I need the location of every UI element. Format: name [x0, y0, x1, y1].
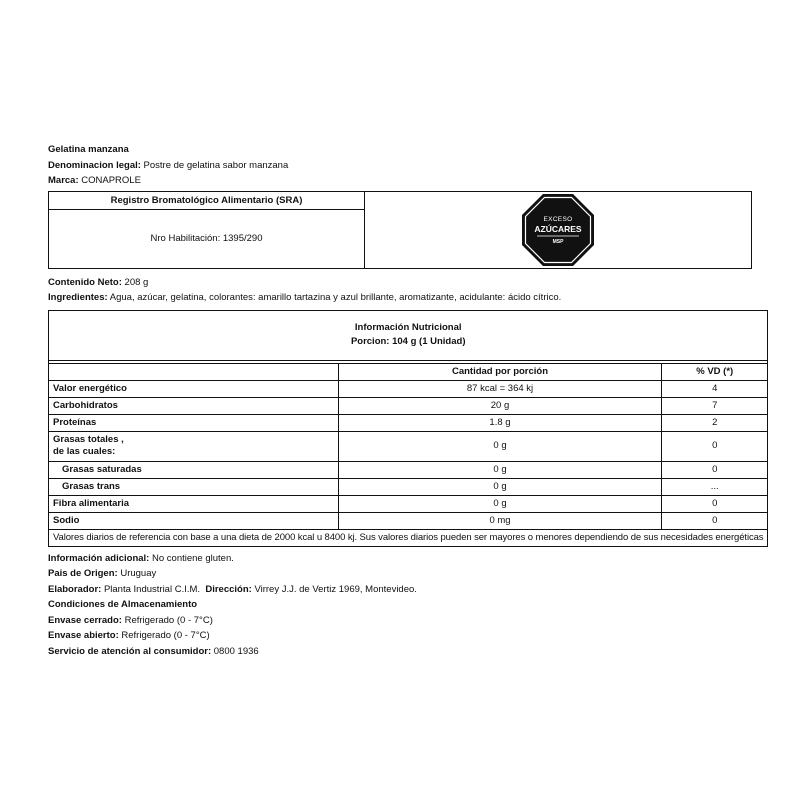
storage-open-label: Envase abierto:	[48, 630, 119, 641]
brand-label: Marca:	[48, 175, 79, 186]
nutrient-vd: ...	[662, 478, 768, 495]
table-row	[49, 478, 768, 495]
nutrient-name	[49, 431, 339, 461]
quantity-column-header: Cantidad por porción	[339, 363, 662, 380]
nutrient-name: Valor energético	[49, 380, 339, 397]
storage-closed	[48, 613, 752, 629]
info-adicional	[48, 551, 752, 567]
nutrient-vd: 0	[662, 495, 768, 512]
nutrient-vd: 2	[662, 414, 768, 431]
nutrition-column-headers	[49, 363, 768, 380]
manufacturer-value: Planta Industrial C.I.M.	[103, 583, 201, 595]
seal-azucares-text: AZÚCARES	[534, 223, 582, 234]
address-label: Dirección:	[205, 583, 252, 595]
nutrient-quantity: 0 g	[339, 478, 662, 495]
storage-conditions-title	[48, 597, 752, 613]
nutrient-quantity: 20 g	[339, 397, 662, 414]
seal-exceso-text: EXCESO	[543, 215, 573, 223]
footnote-row	[49, 529, 768, 546]
table-row	[49, 495, 768, 512]
nutrient-quantity: 0 g	[339, 495, 662, 512]
country-of-origin	[48, 566, 752, 582]
registro-title: Registro Bromatológico Alimentario (SRA)	[49, 192, 364, 210]
vd-column-header: % VD (*)	[662, 363, 768, 380]
net-content-value: 208 g	[124, 276, 149, 288]
brand	[48, 173, 752, 189]
nutrition-header	[49, 310, 768, 360]
table-row	[49, 512, 768, 529]
excess-sugar-seal-icon	[521, 193, 595, 267]
nutrient-name: Grasas saturadas	[49, 461, 339, 478]
nutrient-name-line2: de las cuales:	[53, 446, 116, 457]
table-row	[49, 397, 768, 414]
registro-box	[48, 191, 752, 269]
nutrition-title: Información Nutricional	[354, 322, 462, 333]
table-row	[49, 380, 768, 397]
storage-closed-label: Envase cerrado:	[48, 614, 122, 626]
registro-habilitacion	[49, 210, 364, 268]
nutrient-vd: 0	[662, 431, 768, 461]
storage-closed-value: Refrigerado (0 - 7°C)	[124, 614, 213, 626]
nutrient-name: Proteínas	[49, 414, 339, 431]
customer-service-label: Servicio de atención al consumidor:	[48, 645, 212, 657]
nutrient-name: Carbohidratos	[49, 397, 339, 414]
country-value: Uruguay	[120, 568, 157, 579]
nutrient-vd: 4	[662, 380, 768, 397]
nutrient-quantity: 1.8 g	[339, 414, 662, 431]
net-content-label: Contenido Neto:	[48, 276, 122, 288]
storage-open	[48, 628, 752, 644]
legal-denomination	[48, 158, 752, 174]
nutrient-name: Grasas trans	[49, 478, 339, 495]
country-label: Pais de Origen:	[48, 568, 118, 579]
warning-seal-panel	[365, 192, 751, 268]
storage-conditions-label: Condiciones de Almacenamiento	[48, 599, 198, 610]
customer-service	[48, 644, 752, 660]
nutrient-name: Fibra alimentaria	[49, 495, 339, 512]
nutrient-vd: 0	[662, 512, 768, 529]
manufacturer	[48, 582, 752, 598]
nutrition-label-sheet	[48, 142, 764, 659]
nutrition-footnote: Valores diarios de referencia con base a una dieta de 2000 kcal u 8400 kj. Sus valores diarios pueden ser mayores o menores dependiendo de sus necesidades energéticas	[49, 529, 768, 546]
nutrient-column-header	[49, 363, 339, 380]
nutrient-quantity: 87 kcal = 364 kj	[339, 380, 662, 397]
nutrient-quantity: 0 mg	[339, 512, 662, 529]
ingredients-label: Ingredientes:	[48, 292, 108, 303]
product-name: Gelatina manzana	[48, 144, 129, 155]
nutrient-quantity: 0 g	[339, 431, 662, 461]
info-adicional-value: No contiene gluten.	[152, 552, 234, 564]
nutrient-vd: 7	[662, 397, 768, 414]
additional-info	[48, 551, 752, 660]
ingredients	[48, 290, 752, 306]
nutrient-name: Sodio	[49, 512, 339, 529]
nutrient-name-line1: Grasas totales ,	[53, 434, 124, 445]
legal-denomination-label: Denominacion legal:	[48, 159, 141, 171]
seal-msp-text: MSP	[552, 238, 564, 245]
legal-denomination-value: Postre de gelatina sabor manzana	[143, 159, 289, 171]
info-adicional-label: Información adicional:	[48, 552, 150, 564]
registro-panel	[49, 192, 365, 268]
habilitacion-number: Nro Habilitación: 1395/290	[150, 233, 263, 244]
manufacturer-label: Elaborador:	[48, 583, 102, 595]
brand-value: CONAPROLE	[81, 175, 141, 186]
table-row	[49, 414, 768, 431]
nutrient-quantity: 0 g	[339, 461, 662, 478]
nutrient-vd: 0	[662, 461, 768, 478]
nutrition-portion: Porcion: 104 g (1 Unidad)	[350, 336, 466, 347]
table-row	[49, 431, 768, 461]
ingredients-value: Agua, azúcar, gelatina, colorantes: amarillo tartazina y azul brillante, aromatizante, acidulante: ácido cítrico.	[109, 292, 562, 303]
net-content	[48, 275, 752, 291]
address-value: Virrey J.J. de Vertiz 1969, Montevideo.	[254, 583, 417, 595]
storage-open-value: Refrigerado (0 - 7°C)	[121, 630, 210, 641]
nutrition-table	[48, 310, 768, 547]
customer-service-value: 0800 1936	[213, 645, 259, 657]
table-row	[49, 461, 768, 478]
